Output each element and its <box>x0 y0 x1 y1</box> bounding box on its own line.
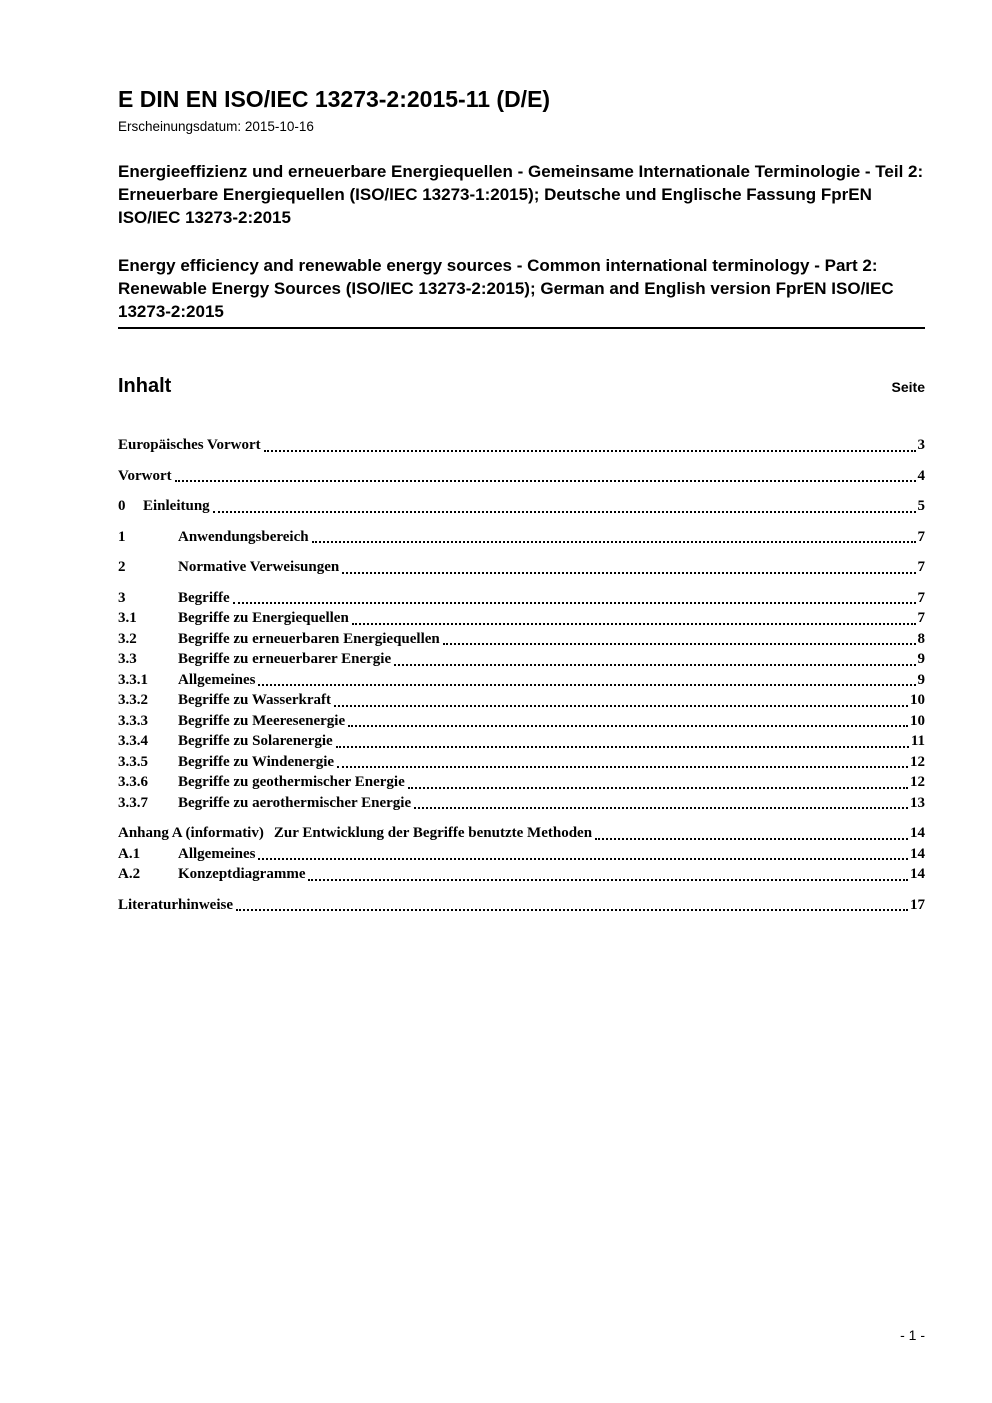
toc-entry-number: 3.2 <box>118 630 137 647</box>
toc-entry <box>118 823 925 844</box>
toc-entry-label: Normative Verweisungen <box>178 559 340 575</box>
toc-leader-dots <box>394 664 915 666</box>
toc-entry-number: 3.3.4 <box>118 733 148 749</box>
toc-entry-label: Begriffe zu Energiequellen <box>178 610 349 626</box>
toc-entry-number: 1 <box>118 528 126 545</box>
toc-entry <box>118 895 925 916</box>
toc-leader-dots <box>595 838 908 840</box>
toc-entry-number: 3.3.2 <box>118 692 148 708</box>
toc-entry-number: 3 <box>118 589 126 606</box>
toc-leader-dots <box>233 602 916 604</box>
toc-entry-page: 9 <box>917 651 925 667</box>
page-number: - 1 - <box>900 1327 925 1343</box>
toc-entry-label: Allgemeines <box>178 845 256 862</box>
toc-entry <box>118 731 925 752</box>
toc-entry-label: Anwendungsbereich <box>178 528 309 545</box>
toc-entry <box>118 466 925 487</box>
toc-entry-label: Konzeptdiagramme <box>178 866 306 882</box>
toc-entry-label: Begriffe zu erneuerbarer Energie <box>178 651 392 667</box>
toc-entry <box>118 793 925 814</box>
toc-entry-page: 10 <box>910 712 925 729</box>
toc-leader-dots <box>308 879 908 881</box>
toc-leader-dots <box>175 480 916 482</box>
toc-entry-number: 3.3.6 <box>118 774 148 790</box>
title-german: Energieeffizienz und erneuerbare Energiequellen - Gemeinsame Internationale Terminologie - Teil 2: Erneuerbare Energiequellen (ISO/IEC 13273-1:2015); Deutsche und Englische Fassung FprEN ISO/IEC 13273-2:2015 <box>118 162 924 227</box>
document-title: E DIN EN ISO/IEC 13273-2:2015-11 (D/E) <box>118 86 551 112</box>
toc-entry <box>118 608 925 629</box>
toc-entry-label: Begriffe zu Meeresenergie <box>178 712 346 729</box>
toc-entry-number: 3.3.5 <box>118 753 148 770</box>
toc-entry-number: 3.3.3 <box>118 712 148 729</box>
toc-entry <box>118 588 925 609</box>
toc-entry <box>118 711 925 732</box>
toc-entry <box>118 649 925 670</box>
toc-leader-dots <box>443 643 916 645</box>
toc-entry-page: 12 <box>910 774 925 790</box>
toc-entry-page: 4 <box>917 467 925 484</box>
toc-leader-dots <box>312 541 916 543</box>
toc-entry-number: 0 <box>118 498 126 514</box>
toc-entry-page: 8 <box>917 630 925 647</box>
toc-entry <box>118 557 925 578</box>
toc-leader-dots <box>213 511 916 513</box>
toc-entry-number: 3.3.1 <box>118 671 148 688</box>
toc-entry-label: Begriffe zu aerothermischer Energie <box>178 794 412 811</box>
toc-entry-page: 7 <box>917 610 925 626</box>
toc-leader-dots <box>258 858 908 860</box>
toc-header <box>118 375 925 398</box>
toc-entry-number: 3.1 <box>118 610 137 626</box>
toc-entry-label: Begriffe <box>178 589 230 606</box>
toc-entry-label: Zur Entwicklung der Begriffe benutzte Methoden <box>273 825 593 841</box>
toc-entry-number: Anhang A (informativ) <box>118 825 264 841</box>
toc-entry <box>118 844 925 865</box>
toc-entry <box>118 864 925 885</box>
toc-leader-dots <box>348 725 908 727</box>
toc-entry-number: A.2 <box>118 866 141 882</box>
toc-leader-dots <box>336 746 909 748</box>
toc-leader-dots <box>342 572 915 574</box>
toc-entry-label: Europäisches Vorwort <box>118 437 261 453</box>
toc-entry-page: 14 <box>910 866 925 882</box>
toc-entry-number: A.1 <box>118 845 141 862</box>
toc-entry <box>118 527 925 548</box>
toc-leader-dots <box>264 450 916 452</box>
toc-entry-page: 7 <box>917 589 925 606</box>
toc-leader-dots <box>414 807 908 809</box>
toc-entry-page: 10 <box>910 692 925 708</box>
toc-entry-number: 3.3.7 <box>118 794 148 811</box>
toc-leader-dots <box>352 623 916 625</box>
toc-entry-number: 2 <box>118 559 126 575</box>
table-of-contents <box>118 435 925 915</box>
toc-leader-dots <box>337 766 908 768</box>
toc-entry-page: 14 <box>910 825 925 841</box>
toc-entry-label: Begriffe zu erneuerbaren Energiequellen <box>178 630 440 647</box>
toc-entry-page: 5 <box>917 498 925 514</box>
toc-heading: Inhalt <box>118 375 172 397</box>
toc-entry <box>118 690 925 711</box>
toc-entry <box>118 752 925 773</box>
toc-page-column-label: Seite <box>891 379 925 395</box>
toc-entry <box>118 496 925 517</box>
toc-entry <box>118 435 925 456</box>
toc-entry-page: 11 <box>910 733 925 749</box>
toc-entry-page: 14 <box>910 845 925 862</box>
toc-entry-label: Begriffe zu Windenergie <box>178 753 335 770</box>
toc-entry-label: Begriffe zu geothermischer Energie <box>178 774 405 790</box>
toc-entry-label: Vorwort <box>118 467 172 484</box>
toc-entry-number: 3.3 <box>118 651 137 667</box>
toc-entry-label: Begriffe zu Solarenergie <box>178 733 333 749</box>
toc-entry-page: 9 <box>917 671 925 688</box>
toc-entry <box>118 629 925 650</box>
divider-line <box>118 327 925 329</box>
toc-leader-dots <box>236 909 908 911</box>
toc-entry <box>118 670 925 691</box>
toc-entry-page: 13 <box>910 794 925 811</box>
toc-entry-page: 7 <box>917 559 925 575</box>
toc-entry-page: 3 <box>917 437 925 453</box>
title-english: Energy efficiency and renewable energy sources - Common international terminology - Part 2: Renewable Energy Sources (ISO/IEC 13273-2:2015); German and English version FprEN ISO/IEC 13273-2:2015 <box>118 256 894 321</box>
toc-entry-label: Einleitung <box>143 498 210 514</box>
toc-leader-dots <box>408 787 908 789</box>
toc-entry-label: Begriffe zu Wasserkraft <box>178 692 332 708</box>
toc-entry <box>118 772 925 793</box>
toc-entry-page: 12 <box>910 753 925 770</box>
toc-entry-page: 17 <box>910 896 925 913</box>
toc-entry-label: Literaturhinweise <box>118 896 233 913</box>
toc-entry-label: Allgemeines <box>178 671 256 688</box>
publication-date: Erscheinungsdatum: 2015-10-16 <box>118 119 314 134</box>
toc-leader-dots <box>334 705 908 707</box>
toc-entry-page: 7 <box>917 528 925 545</box>
toc-leader-dots <box>258 684 915 686</box>
